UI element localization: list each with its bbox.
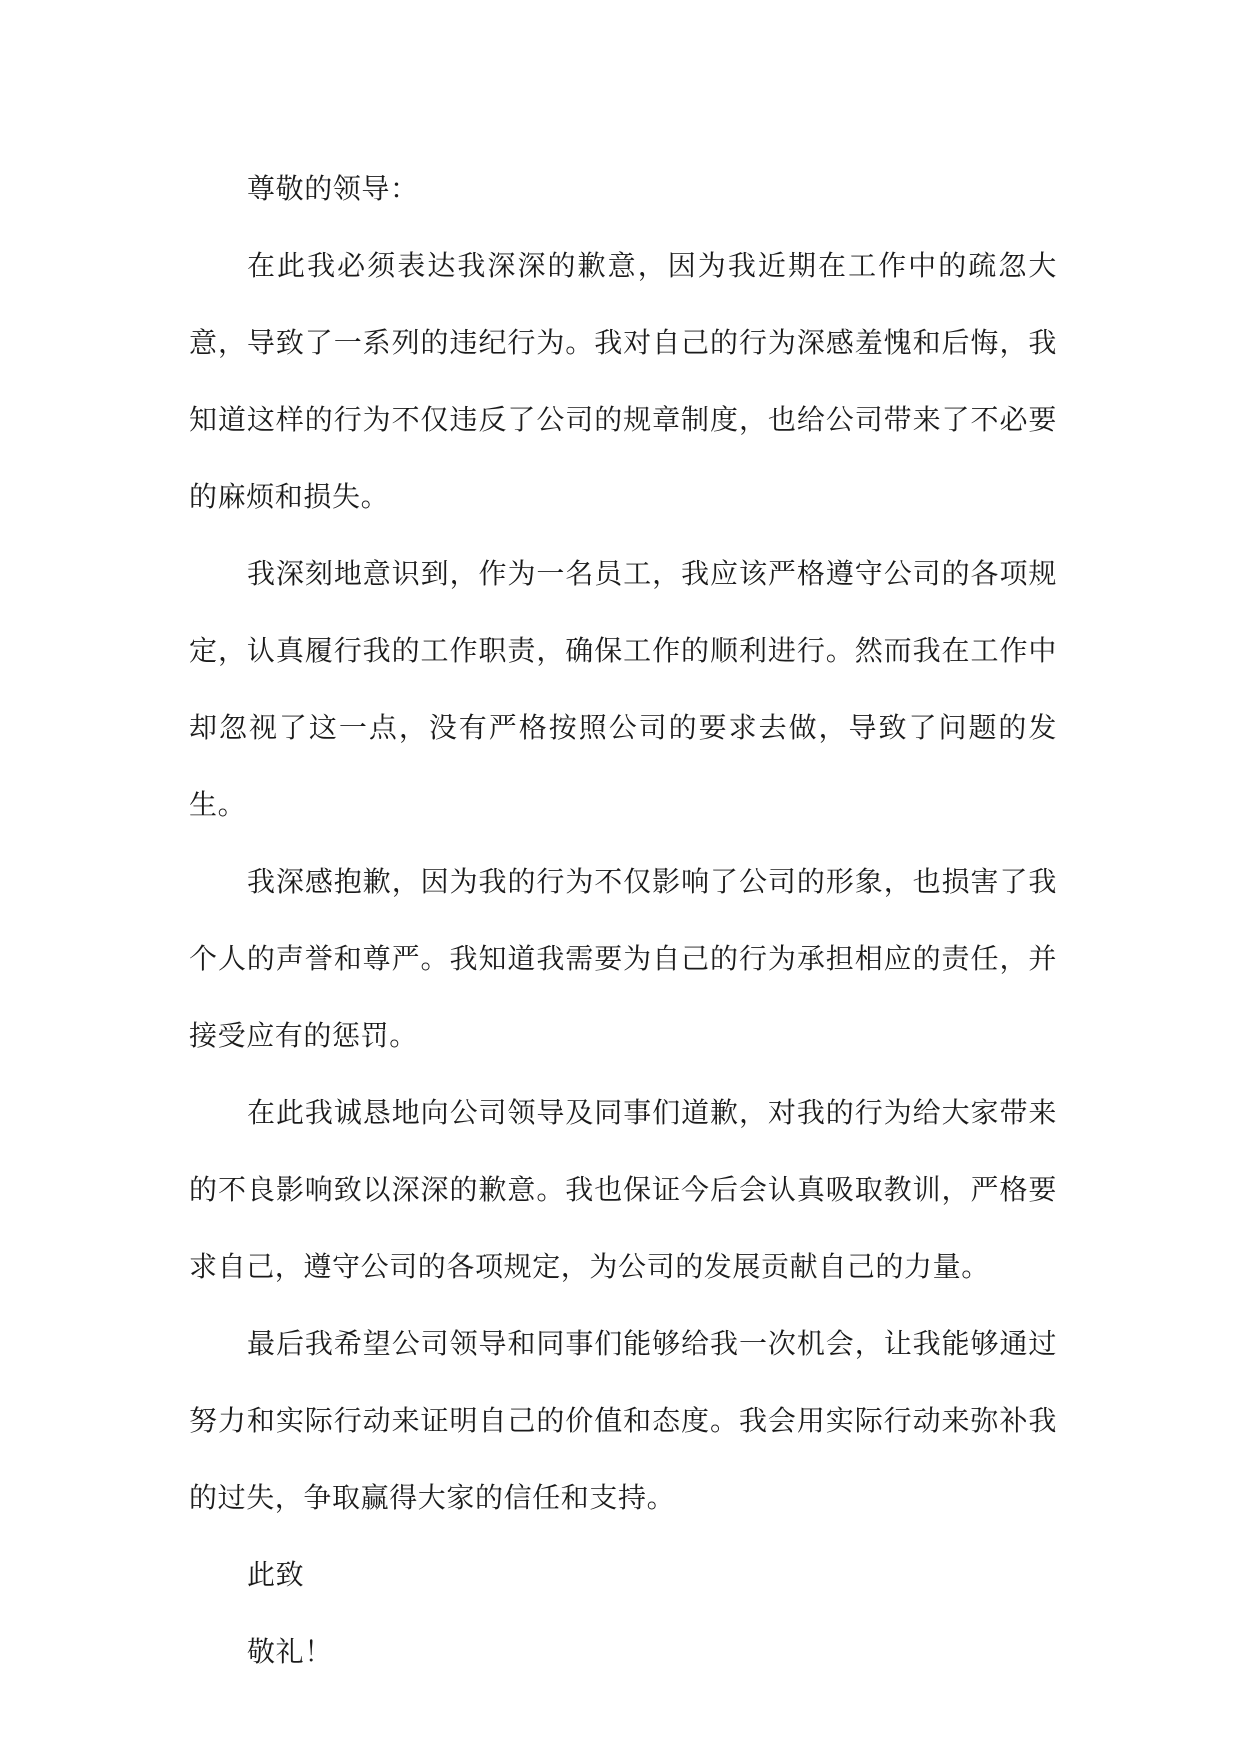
paragraph-3: 我深感抱歉，因为我的行为不仅影响了公司的形象，也损害了我个人的声誉和尊严。我知道我需要为自己的行为承担相应的责任，并接受应有的惩罚。	[189, 865, 1057, 1052]
letter-body	[189, 150, 1057, 1690]
paragraph-2: 我深刻地意识到，作为一名员工，我应该严格遵守公司的各项规定，认真履行我的工作职责，确保工作的顺利进行。然而我在工作中却忽视了这一点，没有严格按照公司的要求去做，导致了问题的发生。	[189, 557, 1057, 821]
salutation: 尊敬的领导：	[247, 172, 419, 205]
closing-line: 此致	[247, 1558, 305, 1591]
paragraph-4: 在此我诚恳地向公司领导及同事们道歉，对我的行为给大家带来的不良影响致以深深的歉意。我也保证今后会认真吸取教训，严格要求自己，遵守公司的各项规定，为公司的发展贡献自己的力量。	[189, 1096, 1057, 1283]
paragraph-1: 在此我必须表达我深深的歉意，因为我近期在工作中的疏忽大意，导致了一系列的违纪行为。我对自己的行为深感羞愧和后悔，我知道这样的行为不仅违反了公司的规章制度，也给公司带来了不必要的麻烦和损失。	[189, 249, 1057, 513]
paragraph-5: 最后我希望公司领导和同事们能够给我一次机会，让我能够通过努力和实际行动来证明自己的价值和态度。我会用实际行动来弥补我的过失，争取赢得大家的信任和支持。	[189, 1327, 1057, 1514]
regards-line: 敬礼！	[247, 1635, 333, 1668]
